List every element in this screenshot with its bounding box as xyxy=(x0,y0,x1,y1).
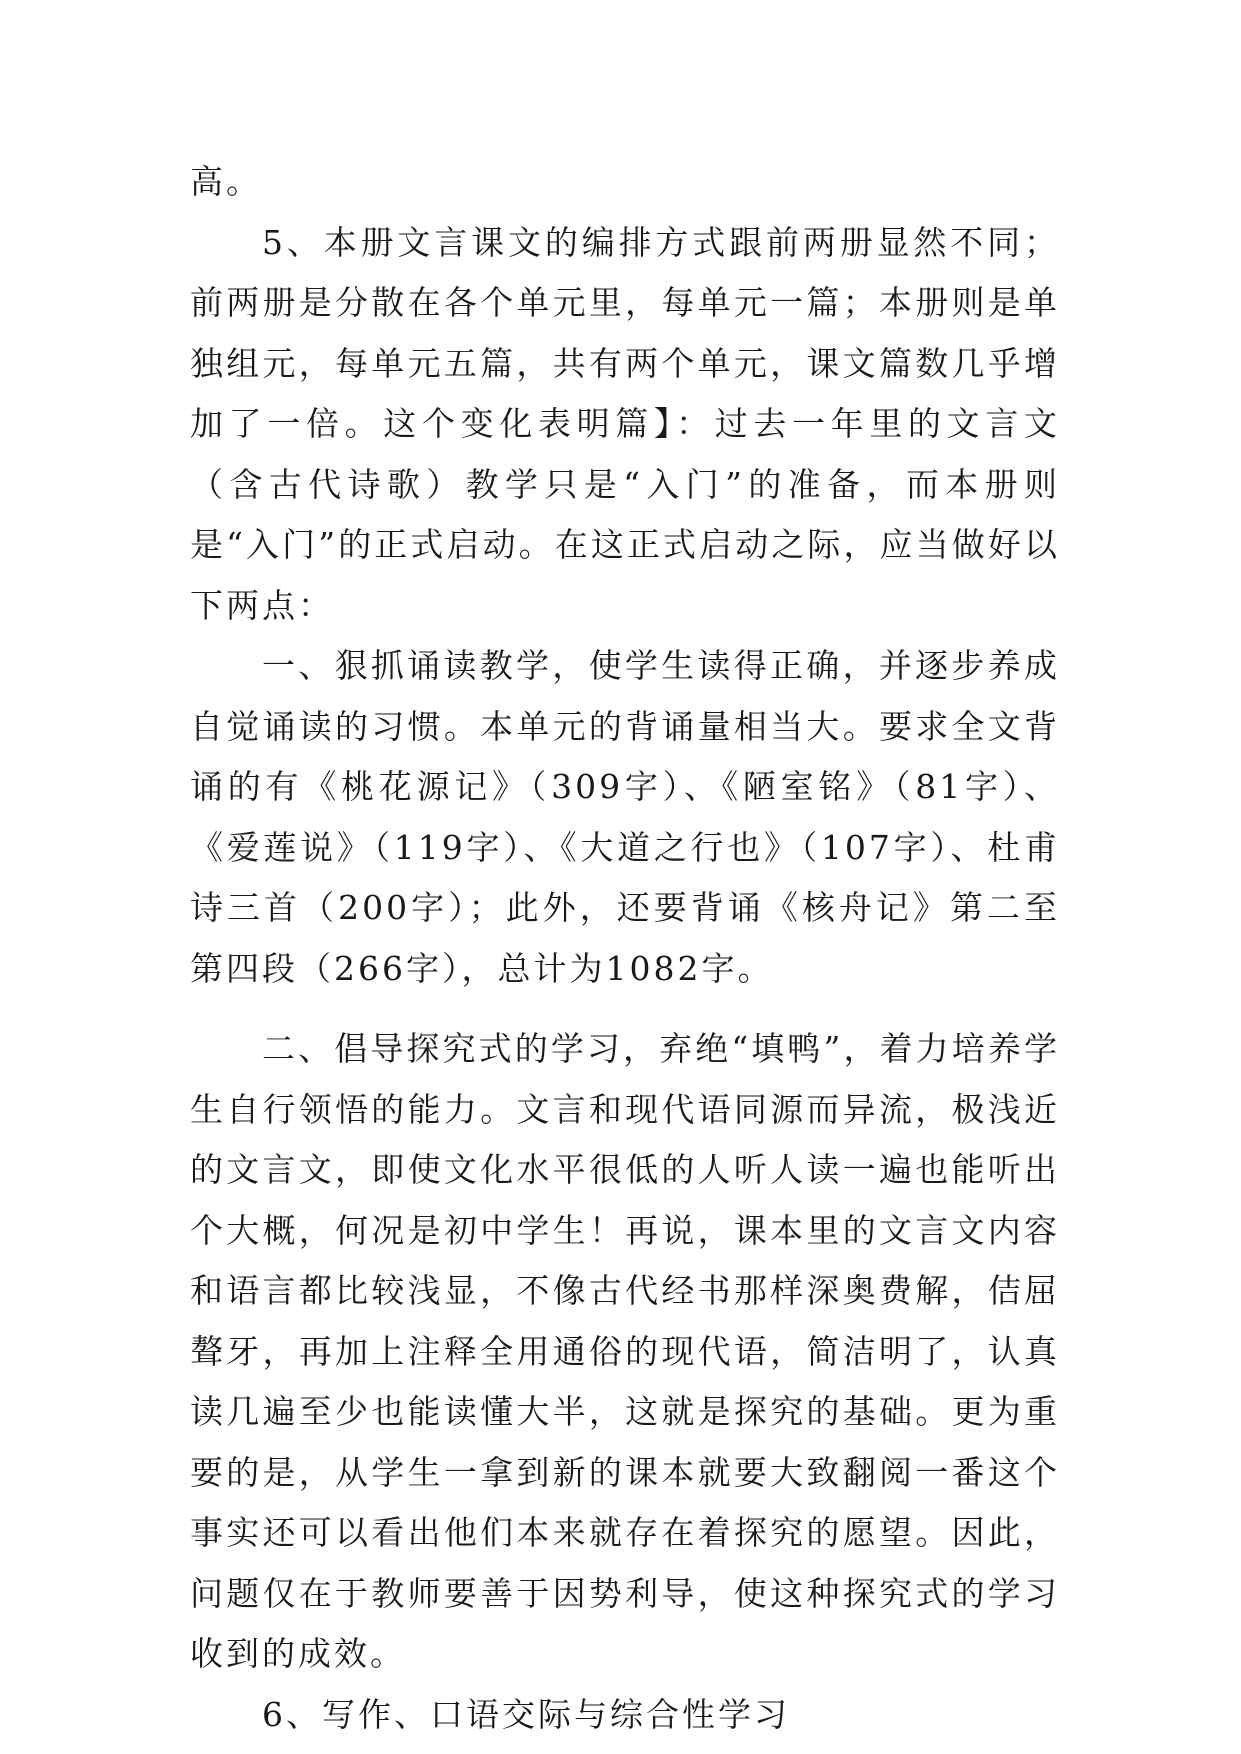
paragraph-point-1: 一、狠抓诵读教学，使学生读得正确，并逐步养成自觉诵读的习惯。本单元的背诵量相当大。要求全文背诵的有《桃花源记》（309字）、《陋室铭》（81字）、《爱莲说》（119字）、《大道之行也》（107字）、杜甫诗三首（200字）；此外，还要背诵《核舟记》第二至第四段（266字），总计为1082字。 xyxy=(190,646,1060,988)
paragraph-point-2: 二、倡导探究式的学习，弃绝“填鸭”，着力培养学生自行领悟的能力。文言和现代语同源而异流，极浅近的文言文，即使文化水平很低的人听人读一遍也能听出个大概，何况是初中学生！再说，课本里的文言文内容和语言都比较浅显，不像古代经书那样深奥费解，佶屈聱牙，再加上注释全用通俗的现代语，简洁明了，认真读几遍至少也能读懂大半，这就是探究的基础。更为重要的是，从学生一拿到新的课本就要大致翻阅一番这个事实还可以看出他们本来就存在着探究的愿望。因此，问题仅在于教师要善于因势利导，使这种探究式的学习收到的成效。 xyxy=(190,1029,1060,1673)
paragraph-continuation: 高。 xyxy=(190,162,262,201)
document-body xyxy=(190,152,1060,1745)
paragraph-item-5: 5、本册文言课文的编排方式跟前两册显然不同；前两册是分散在各个单元里，每单元一篇；本册则是单独组元，每单元五篇，共有两个单元，课文篇数几乎增加了一倍。这个变化表明篇】：过去一年里的文言文（含古代诗歌）教学只是“入门”的准备，而本册则是“入门”的正式启动。在这正式启动之际，应当做好以下两点： xyxy=(190,222,1060,625)
paragraph-item-6-heading: 6、写作、口语交际与综合性学习 xyxy=(262,1694,790,1734)
